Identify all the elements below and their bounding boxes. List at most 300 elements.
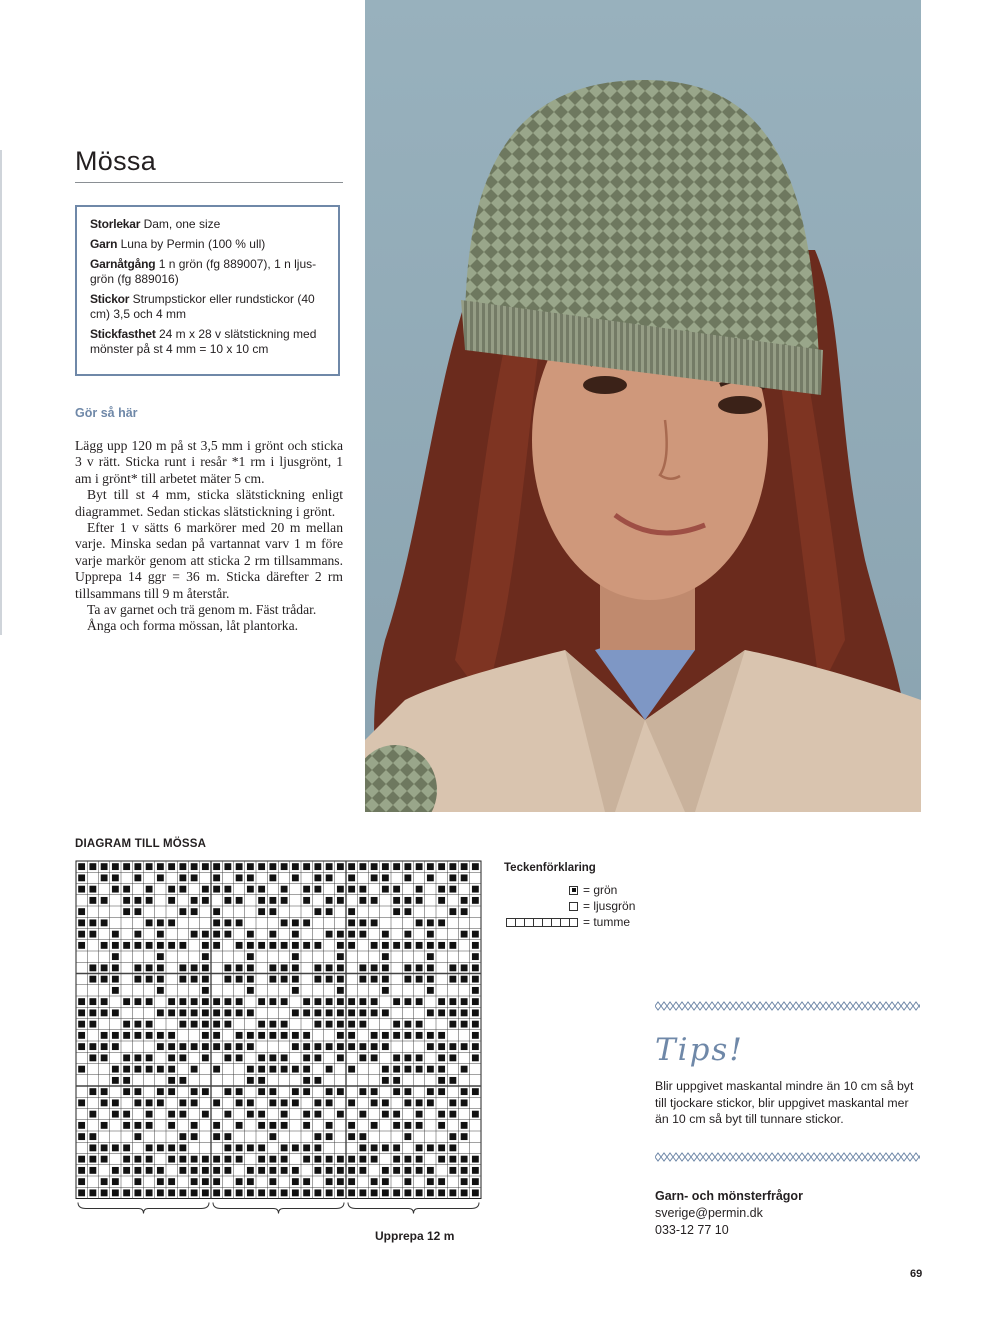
chart-cell-green — [326, 863, 333, 870]
chart-cell-green — [213, 919, 220, 926]
chart-cell-green — [247, 874, 254, 881]
chart-cell-green — [123, 1167, 130, 1174]
chart-cell-green — [213, 1032, 220, 1039]
chart-cell-green — [303, 998, 310, 1005]
chart-cell-green — [326, 1133, 333, 1140]
chart-cell-green — [78, 1066, 85, 1073]
chart-cell-green — [168, 886, 175, 893]
chart-cell-green — [404, 1178, 411, 1185]
chart-cell-green — [461, 1133, 468, 1140]
chart-cell-green — [179, 1054, 186, 1061]
chart-cell-green — [247, 1144, 254, 1151]
chart-cell-green — [371, 998, 378, 1005]
chart-cell-green — [461, 1021, 468, 1028]
chart-cell-green — [404, 908, 411, 915]
chart-cell-green — [314, 998, 321, 1005]
chart-cell-green — [337, 1021, 344, 1028]
chart-cell-green — [112, 1009, 119, 1016]
chart-cell-green — [202, 1178, 209, 1185]
chart-cell-green — [472, 976, 479, 983]
chart-cell-green — [438, 1066, 445, 1073]
chart-cell-green — [112, 987, 119, 994]
chart-cell-green — [224, 1043, 231, 1050]
chart-cell-green — [78, 1009, 85, 1016]
chart-cell-green — [89, 1088, 96, 1095]
chart-cell-green — [337, 987, 344, 994]
chart-cell-green — [168, 1077, 175, 1084]
tips-heading: Tips! — [655, 1032, 744, 1068]
chart-cell-green — [89, 919, 96, 926]
chart-cell-green — [438, 1156, 445, 1163]
chart-cell-green — [101, 1178, 108, 1185]
chart-cell-green — [472, 964, 479, 971]
chart-cell-green — [348, 1043, 355, 1050]
chart-cell-green — [78, 886, 85, 893]
chart-cell-green — [157, 931, 164, 938]
chart-cell-green — [179, 1099, 186, 1106]
chart-cell-green — [258, 1066, 265, 1073]
chart-cell-green — [146, 863, 153, 870]
chart-cell-green — [359, 1144, 366, 1151]
chart-cell-green — [472, 886, 479, 893]
chart-cell-green — [337, 1088, 344, 1095]
chart-cell-green — [337, 931, 344, 938]
chart-cell-green — [202, 987, 209, 994]
chart-cell-green — [461, 1066, 468, 1073]
chart-cell-green — [258, 863, 265, 870]
chart-cell-green — [258, 1189, 265, 1196]
chart-cell-green — [157, 987, 164, 994]
chart-cell-green — [438, 919, 445, 926]
chart-cell-green — [449, 1133, 456, 1140]
chart-cell-green — [191, 964, 198, 971]
chart-cell-green — [146, 1156, 153, 1163]
chart-cell-green — [146, 964, 153, 971]
chart-cell-green — [348, 1099, 355, 1106]
chart-cell-green — [427, 964, 434, 971]
chart-cell-green — [382, 863, 389, 870]
chart-cell-green — [404, 942, 411, 949]
info-yarn-amount — [90, 257, 326, 287]
chart-cell-green — [123, 998, 130, 1005]
chart-cell-green — [292, 931, 299, 938]
chart-cell-green — [179, 1043, 186, 1050]
chart-cell-green — [449, 998, 456, 1005]
chart-cell-green — [281, 1156, 288, 1163]
chart-cell-green — [179, 1167, 186, 1174]
chart-cell-green — [326, 976, 333, 983]
chart-cell-green — [101, 1189, 108, 1196]
chart-cell-green — [281, 1021, 288, 1028]
chart-cell-green — [269, 1099, 276, 1106]
chart-cell-green — [78, 1021, 85, 1028]
chart-cell-green — [449, 1021, 456, 1028]
chart-cell-green — [359, 931, 366, 938]
chart-cell-green — [292, 964, 299, 971]
chart-cell-green — [247, 1178, 254, 1185]
chart-cell-green — [337, 1167, 344, 1174]
chart-cell-green — [224, 1009, 231, 1016]
chart-cell-green — [281, 1066, 288, 1073]
chart-cell-green — [89, 1021, 96, 1028]
chart-cell-green — [461, 1099, 468, 1106]
chart-cell-green — [359, 1167, 366, 1174]
chart-cell-green — [438, 886, 445, 893]
instruction-paragraph: Lägg upp 120 m på st 3,5 mm i grönt och sticka 3 v rätt. Sticka runt i resår *1 rm i ljusgrönt, 1 am i grönt* till arbetet mäter 5 cm. — [75, 438, 343, 486]
chart-cell-green — [89, 1167, 96, 1174]
chart-cell-green — [168, 1144, 175, 1151]
chart-cell-green — [438, 1043, 445, 1050]
chart-cell-green — [191, 897, 198, 904]
chart-cell-green — [269, 1156, 276, 1163]
chart-cell-green — [78, 942, 85, 949]
chart-cell-green — [303, 1077, 310, 1084]
chart-cell-green — [438, 942, 445, 949]
chart-cell-green — [157, 1043, 164, 1050]
chart-cell-green — [269, 1178, 276, 1185]
chart-cell-green — [146, 976, 153, 983]
chart-cell-green — [292, 863, 299, 870]
chart-cell-green — [326, 1021, 333, 1028]
chart-cell-green — [303, 1043, 310, 1050]
chart-cell-green — [348, 1189, 355, 1196]
chart-cell-green — [461, 1088, 468, 1095]
chart-cell-green — [179, 976, 186, 983]
chart-cell-green — [449, 886, 456, 893]
chart-cell-green — [371, 1088, 378, 1095]
chart-cell-green — [224, 1021, 231, 1028]
chart-cell-green — [146, 1189, 153, 1196]
chart-cell-green — [303, 1111, 310, 1118]
chart-cell-green — [269, 976, 276, 983]
chart-cell-green — [78, 1043, 85, 1050]
chart-cell-green — [382, 1009, 389, 1016]
chart-cell-green — [78, 1099, 85, 1106]
chart-cell-green — [224, 998, 231, 1005]
chart-cell-green — [123, 1021, 130, 1028]
chart-cell-green — [224, 1054, 231, 1061]
page-title: Mössa — [75, 146, 157, 176]
chart-cell-green — [269, 1189, 276, 1196]
chart-cell-green — [359, 897, 366, 904]
chart-cell-green — [247, 1009, 254, 1016]
chart-cell-green — [472, 931, 479, 938]
chart-cell-green — [472, 1189, 479, 1196]
chart-cell-green — [393, 1054, 400, 1061]
chart-cell-green — [337, 863, 344, 870]
chart-cell-green — [348, 998, 355, 1005]
chart-cell-green — [461, 1167, 468, 1174]
zigzag-divider-bottom — [655, 1152, 920, 1162]
chart-cell-green — [78, 874, 85, 881]
chart-cell-green — [438, 1111, 445, 1118]
chart-cell-green — [337, 998, 344, 1005]
chart-cell-green — [416, 1066, 423, 1073]
chart-cell-green — [112, 1111, 119, 1118]
instruction-paragraph: Ta av garnet och trä genom m. Fäst trådar. — [87, 602, 317, 618]
chart-cell-green — [404, 1099, 411, 1106]
chart-cell-green — [404, 998, 411, 1005]
chart-cell-green — [438, 1077, 445, 1084]
chart-cell-green — [371, 1189, 378, 1196]
chart-cell-green — [236, 1009, 243, 1016]
chart-cell-green — [146, 897, 153, 904]
chart-cell-green — [112, 942, 119, 949]
chart-cell-green — [326, 908, 333, 915]
chart-cell-green — [371, 897, 378, 904]
chart-cell-green — [382, 964, 389, 971]
chart-cell-green — [348, 1122, 355, 1129]
chart-cell-green — [314, 863, 321, 870]
chart-cell-green — [168, 1066, 175, 1073]
chart-cell-green — [461, 908, 468, 915]
chart-cell-green — [78, 1167, 85, 1174]
chart-cell-green — [472, 998, 479, 1005]
chart-cell-green — [416, 1099, 423, 1106]
chart-cell-green — [179, 998, 186, 1005]
chart-cell-green — [134, 863, 141, 870]
contact-email[interactable]: sverige@permin.dk — [655, 1206, 763, 1220]
chart-cell-green — [157, 1088, 164, 1095]
chart-cell-green — [416, 1122, 423, 1129]
instructions-text — [75, 438, 343, 635]
chart-cell-green — [258, 886, 265, 893]
chart-cell-green — [78, 931, 85, 938]
chart-cell-green — [101, 1043, 108, 1050]
chart-cell-green — [191, 1009, 198, 1016]
chart-cell-green — [191, 874, 198, 881]
chart-cell-green — [202, 1167, 209, 1174]
chart-cell-green — [281, 964, 288, 971]
chart-cell-green — [213, 1021, 220, 1028]
chart-cell-green — [314, 1167, 321, 1174]
chart-cell-green — [416, 897, 423, 904]
chart-cell-green — [359, 964, 366, 971]
chart-cell-green — [449, 1156, 456, 1163]
chart-cell-green — [134, 998, 141, 1005]
diagram-title: DIAGRAM TILL MÖSSA — [75, 838, 207, 850]
chart-cell-green — [78, 998, 85, 1005]
chart-cell-green — [236, 976, 243, 983]
chart-cell-green — [472, 1178, 479, 1185]
chart-cell-green — [404, 931, 411, 938]
chart-cell-green — [101, 1156, 108, 1163]
chart-cell-green — [416, 1189, 423, 1196]
chart-cell-green — [123, 863, 130, 870]
info-label: Garn — [90, 237, 118, 251]
chart-cell-green — [269, 1066, 276, 1073]
chart-cell-green — [292, 1009, 299, 1016]
chart-cell-green — [202, 942, 209, 949]
chart-cell-green — [382, 1032, 389, 1039]
chart-cell-green — [112, 1099, 119, 1106]
chart-cell-green — [213, 931, 220, 938]
chart-cell-green — [146, 998, 153, 1005]
chart-cell-green — [134, 908, 141, 915]
chart-cell-green — [269, 942, 276, 949]
title-rule — [75, 182, 343, 183]
chart-cell-green — [371, 1054, 378, 1061]
chart-cell-green — [337, 1032, 344, 1039]
chart-cell-green — [191, 1156, 198, 1163]
chart-cell-green — [326, 897, 333, 904]
chart-cell-green — [191, 1133, 198, 1140]
chart-cell-green — [404, 1156, 411, 1163]
chart-cell-green — [438, 1054, 445, 1061]
chart-cell-green — [292, 1167, 299, 1174]
chart-cell-green — [348, 874, 355, 881]
chart-cell-green — [472, 897, 479, 904]
chart-cell-green — [461, 931, 468, 938]
chart-cell-green — [101, 1088, 108, 1095]
chart-cell-green — [89, 863, 96, 870]
chart-cell-green — [359, 1111, 366, 1118]
chart-cell-green — [449, 1167, 456, 1174]
chart-cell-green — [213, 1043, 220, 1050]
chart-cell-green — [337, 1111, 344, 1118]
chart-cell-green — [292, 976, 299, 983]
chart-cell-green — [191, 1189, 198, 1196]
chart-cell-green — [326, 1043, 333, 1050]
chart-cell-green — [438, 1189, 445, 1196]
chart-cell-green — [472, 1156, 479, 1163]
chart-cell-green — [224, 1156, 231, 1163]
chart-cell-green — [168, 1111, 175, 1118]
chart-cell-green — [303, 1032, 310, 1039]
knitting-chart — [75, 860, 483, 1225]
chart-cell-green — [191, 931, 198, 938]
chart-cell-green — [281, 1054, 288, 1061]
chart-cell-green — [371, 1043, 378, 1050]
chart-cell-green — [112, 886, 119, 893]
chart-cell-green — [371, 1178, 378, 1185]
chart-cell-green — [303, 1178, 310, 1185]
chart-cell-green — [393, 863, 400, 870]
chart-cell-green — [337, 886, 344, 893]
chart-cell-green — [326, 964, 333, 971]
chart-cell-green — [247, 1111, 254, 1118]
chart-cell-green — [236, 1099, 243, 1106]
chart-cell-green — [314, 908, 321, 915]
chart-cell-green — [258, 908, 265, 915]
chart-cell-green — [292, 1178, 299, 1185]
thumb-bar-icon — [506, 918, 578, 927]
chart-cell-green — [168, 1156, 175, 1163]
chart-cell-green — [281, 863, 288, 870]
chart-cell-green — [281, 1189, 288, 1196]
chart-cell-green — [393, 886, 400, 893]
chart-cell-green — [382, 1178, 389, 1185]
chart-cell-green — [168, 1122, 175, 1129]
chart-cell-green — [213, 1009, 220, 1016]
chart-cell-green — [112, 1178, 119, 1185]
chart-cell-green — [236, 1043, 243, 1050]
chart-cell-green — [89, 1133, 96, 1140]
chart-cell-green — [337, 1043, 344, 1050]
chart-cell-green — [281, 1032, 288, 1039]
chart-cell-green — [157, 964, 164, 971]
chart-cell-green — [247, 953, 254, 960]
chart-cell-green — [247, 1099, 254, 1106]
chart-cell-green — [461, 1156, 468, 1163]
chart-cell-green — [123, 1122, 130, 1129]
info-yarn — [90, 237, 326, 252]
chart-cell-green — [269, 1167, 276, 1174]
chart-cell-green — [314, 1156, 321, 1163]
chart-cell-green — [382, 1111, 389, 1118]
chart-cell-green — [416, 998, 423, 1005]
chart-cell-green — [348, 1133, 355, 1140]
chart-cell-green — [202, 1111, 209, 1118]
chart-cell-green — [134, 874, 141, 881]
chart-cell-green — [404, 976, 411, 983]
chart-cell-green — [359, 1156, 366, 1163]
chart-cell-green — [146, 1144, 153, 1151]
chart-cell-green — [179, 1144, 186, 1151]
chart-cell-green — [247, 942, 254, 949]
chart-cell-green — [404, 1021, 411, 1028]
chart-cell-green — [337, 1054, 344, 1061]
chart-cell-green — [157, 1189, 164, 1196]
legend-label: = ljusgrön — [583, 899, 636, 913]
chart-cell-green — [236, 964, 243, 971]
chart-cell-green — [348, 1156, 355, 1163]
chart-cell-green — [461, 874, 468, 881]
chart-cell-green — [281, 998, 288, 1005]
chart-cell-green — [146, 1021, 153, 1028]
chart-cell-green — [427, 953, 434, 960]
chart-cell-green — [134, 1178, 141, 1185]
chart-cell-green — [134, 1099, 141, 1106]
contact-phone: 033-12 77 10 — [655, 1223, 729, 1237]
chart-cell-green — [236, 1156, 243, 1163]
chart-cell-green — [157, 863, 164, 870]
chart-cell-green — [101, 976, 108, 983]
chart-cell-green — [404, 1032, 411, 1039]
chart-cell-green — [416, 1032, 423, 1039]
chart-cell-green — [472, 953, 479, 960]
chart-cell-green — [269, 1122, 276, 1129]
chart-cell-green — [416, 1156, 423, 1163]
chart-cell-green — [101, 919, 108, 926]
chart-cell-green — [89, 1111, 96, 1118]
chart-cell-green — [326, 931, 333, 938]
chart-cell-green — [134, 964, 141, 971]
chart-cell-green — [292, 874, 299, 881]
info-sizes — [90, 217, 326, 232]
chart-cell-green — [101, 1144, 108, 1151]
info-value: 24 m x 28 v slätstickning med mönster på st 4 mm = 10 x 10 cm — [90, 327, 317, 356]
chart-cell-green — [393, 897, 400, 904]
chart-cell-green — [326, 1167, 333, 1174]
chart-cell-green — [179, 1156, 186, 1163]
chart-cell-green — [236, 1088, 243, 1095]
chart-cell-green — [292, 953, 299, 960]
chart-cell-green — [382, 1189, 389, 1196]
chart-cell-green — [247, 886, 254, 893]
chart-cell-green — [236, 897, 243, 904]
chart-cell-green — [404, 897, 411, 904]
chart-cell-green — [224, 1144, 231, 1151]
tips-text: Blir uppgivet maskantal mindre än 10 cm så byt till tjockare stickor, blir uppgivet maskantal mer än 10 cm så byt till tunnare stickor. — [655, 1079, 914, 1126]
chart-cell-green — [303, 942, 310, 949]
chart-cell-green — [303, 1066, 310, 1073]
model-photo-illustration — [365, 0, 921, 812]
chart-cell-green — [224, 964, 231, 971]
chart-cell-green — [258, 1156, 265, 1163]
chart-cell-green — [269, 897, 276, 904]
chart-cell-green — [427, 863, 434, 870]
